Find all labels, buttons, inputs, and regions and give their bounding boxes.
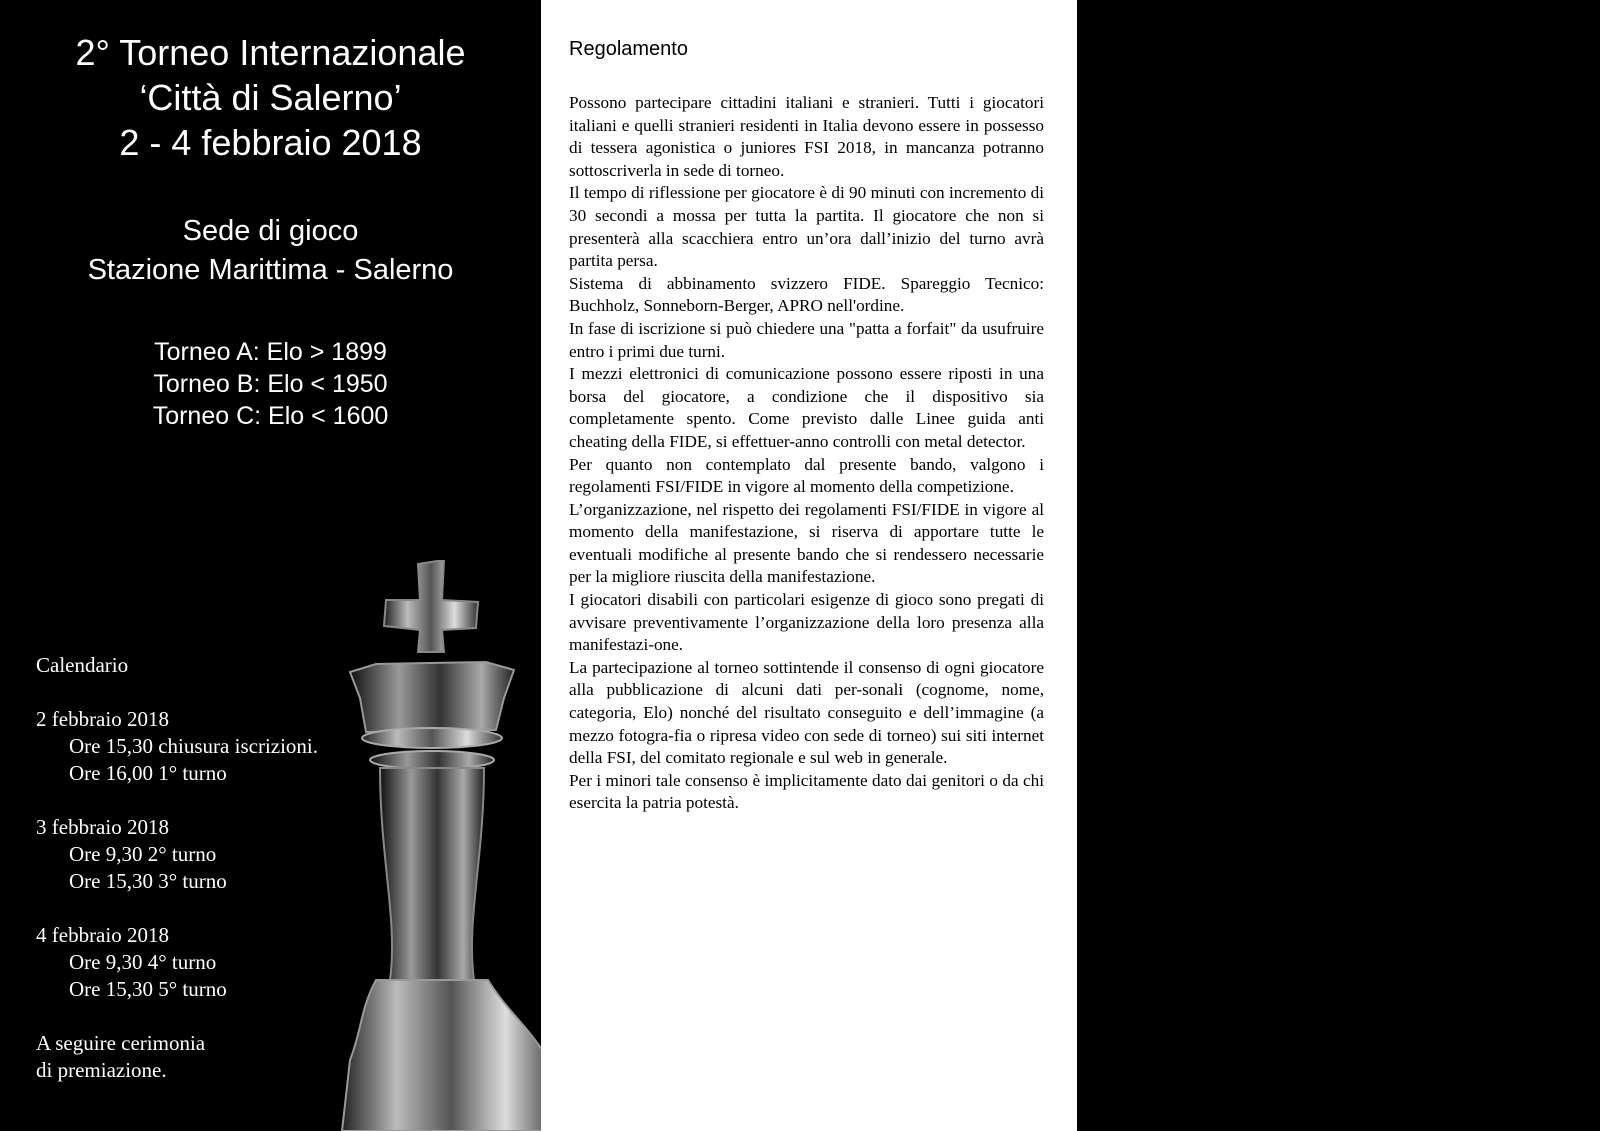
prize-item: 1° posto 300 € [1134,234,1236,255]
title-line: ‘Città di Salerno’ [139,77,402,118]
prize-item: 1° posto 700 € [1134,76,1236,97]
torneo-name: Torneo B: [1117,211,1190,232]
rimborsi-spese [1117,30,1577,482]
rimborsi-heading: Rimborsi spese [1117,30,1240,52]
calendar [36,652,396,1084]
prize-item: 1° under 16 50 € [1134,460,1251,481]
prize-item: 2° posto 100 € [1134,415,1236,436]
calendar-date: 3 febbraio 2018 [36,815,169,839]
rule-paragraph: Sistema di abbinamento svizzero FIDE. Spareggio Tecnico: Buchholz, Sonneborn-Berger, APRO nell'ordine. [569,273,1044,316]
contributo-line: Under 14_20 € [1117,640,1240,663]
calendar-item: Ore 15,30 3° turno [69,869,227,893]
calendar-date: 4 febbraio 2018 [36,923,169,947]
contributo-line: con Elo > 2300_25 € [1117,585,1290,608]
calendar-heading: Calendario [36,653,129,677]
ceremony-line: di premiazione. [36,1058,167,1082]
prize-item: 5° posto 100 € [1134,166,1236,187]
prize-item: 3° posto 350 € [1134,121,1236,142]
calendar-item: Ore 15,30 chiusura iscrizioni. [69,734,319,758]
prize-item: 2° fascia fino a Elo 1700: 50 € [1134,324,1348,345]
contributo-line: Per tutti i tornei € 45 [1117,558,1288,580]
rule-paragraph: La partecipazione al torneo sottintende il consenso di ogni giocatore alla pubblicazione di alcuni dati per-sonali (cognome, nome, categoria, Elo) nonché del risultato conseguito e dell’immagine (a mezzo fotogra-fia o ripresa video con sede di torneo) sui siti internet della FSI, del comitato regionale e sul web in generale. [569,657,1044,768]
calendar-date: 2 febbraio 2018 [36,707,169,731]
elo-line: Torneo B: Elo < 1950 [153,370,388,398]
contributo-line: Donne e under 16_30 € [1117,613,1310,635]
calendar-day [36,922,396,1003]
prize-item: 2° posto 500 € [1134,98,1236,119]
tournament-title [0,30,541,165]
calendar-item: Ore 16,00 1° turno [69,761,227,785]
venue-line: Sede di gioco [182,215,359,247]
venue-info [0,212,541,290]
rule-paragraph: I mezzi elettronici di comunicazione possono essere riposti in una borsa del giocatore, a condizione che il dispositivo sia completamente spento. Come previsto dalle Linee guida anti cheating della FIDE, si effettuer-anno controlli con metal detector. [569,364,1044,451]
prize-item: 4° posto 250 € [1134,143,1236,164]
note-paragraph: La prescrizione è obbligatoria entro le ore 24 del 1 febbraio 2018 su vesus.org. [1101,839,1576,881]
prize-item: 1° fascia fino a Elo 1700: 100 € [1134,302,1357,323]
note-paragraph: Il giocatore che desidera entrare in torneo dopo il 1° turno deve darne preventiva comunicazione telefonica o Email e, in ogni caso, completare l’iscrizione in sala gioco prima del turno. [1101,974,1576,1038]
rule-paragraph: L’organizzazione, nel rispetto dei regolamenti FSI/FIDE in vigore al momento della manifestazione, si riserva di apportare tutte le eventuali modifiche al presente bando che si rendessero necessarie per la migliore riuscita della manifestazione. [569,499,1044,587]
ceremony-line: A seguire cerimonia [36,1031,206,1055]
calendar-item: Ore 9,30 4° turno [69,950,217,974]
left-panel [0,0,541,1131]
rule-paragraph: Per i minori tale consenso è implicitamente dato dai genitori o da chi esercita la patria potestà. [569,770,1044,813]
title-line: 2 - 4 febbraio 2018 [119,122,422,163]
ceremony-note [36,1030,396,1084]
contributo-heading: Contributo organizzativo [1117,516,1333,538]
elo-requirements [0,336,541,432]
prize-item: 3° posto 50 € [1134,437,1228,458]
prize-item: 2° posto 200 € [1134,256,1236,277]
prize-item: 3°posto 100 € [1134,279,1232,300]
rule-paragraph: In fase di iscrizione si può chiedere una "patta a forfait" da usufruire entro i primi due turni. [569,318,1044,361]
rule-paragraph: Il tempo di riflessione per giocatore è di 90 minuti con incremento di 30 secondi a mossa per tutta la partita. Il giocatore che non si presenterà alla scacchiera entro un’ora dall’inizio del turno avrà partita persa. [569,183,1044,271]
rule-paragraph: Possono partecipare cittadini italiani e stranieri. Tutti i giocatori italiani e quelli stranieri residenti in Italia devono essere in possesso di tessera agonistica o juniores FSI 2018, in mancanza potranno sottoscriverla in sede di torneo. [569,93,1044,180]
calendar-item: Ore 9,30 2° turno [69,842,217,866]
venue-line: Stazione Marittima - Salerno [87,254,454,286]
regolamento-heading: Regolamento [569,38,688,60]
registration-notes [1101,838,1576,1063]
torneo-name: Torneo A: [1117,53,1190,74]
rule-paragraph: Per quanto non contemplato dal presente bando, valgono i regolamenti FSI/FIDE in vigore al momento della competizione. [569,454,1044,497]
elo-line: Torneo C: Elo < 1600 [152,402,389,430]
rule-paragraph: I giocatori disabili con particolari esigenze di gioco sono pregati di avvisare preventivamente l’organizzazione della loro presenza alla manifestazi-one. [569,590,1044,655]
title-line: 2° Torneo Internazionale [75,32,466,73]
calendar-item: Ore 15,30 5° turno [69,977,227,1001]
note-paragraph: L’iscrizione in sede di torneo senza prescrizione - fatto salvo la disponibilità di posti - comporta una maggiora-zione di € 10. [1101,906,1576,948]
regolamento-text [569,92,1044,815]
elo-line: Torneo A: Elo > 1899 [154,338,387,366]
calendar-day [36,814,396,895]
contributo-list [1117,556,1309,666]
calendar-day [36,706,396,787]
torneo-name: Torneo C: [1117,369,1190,390]
prize-item: 1° posto 150 € [1134,392,1236,413]
